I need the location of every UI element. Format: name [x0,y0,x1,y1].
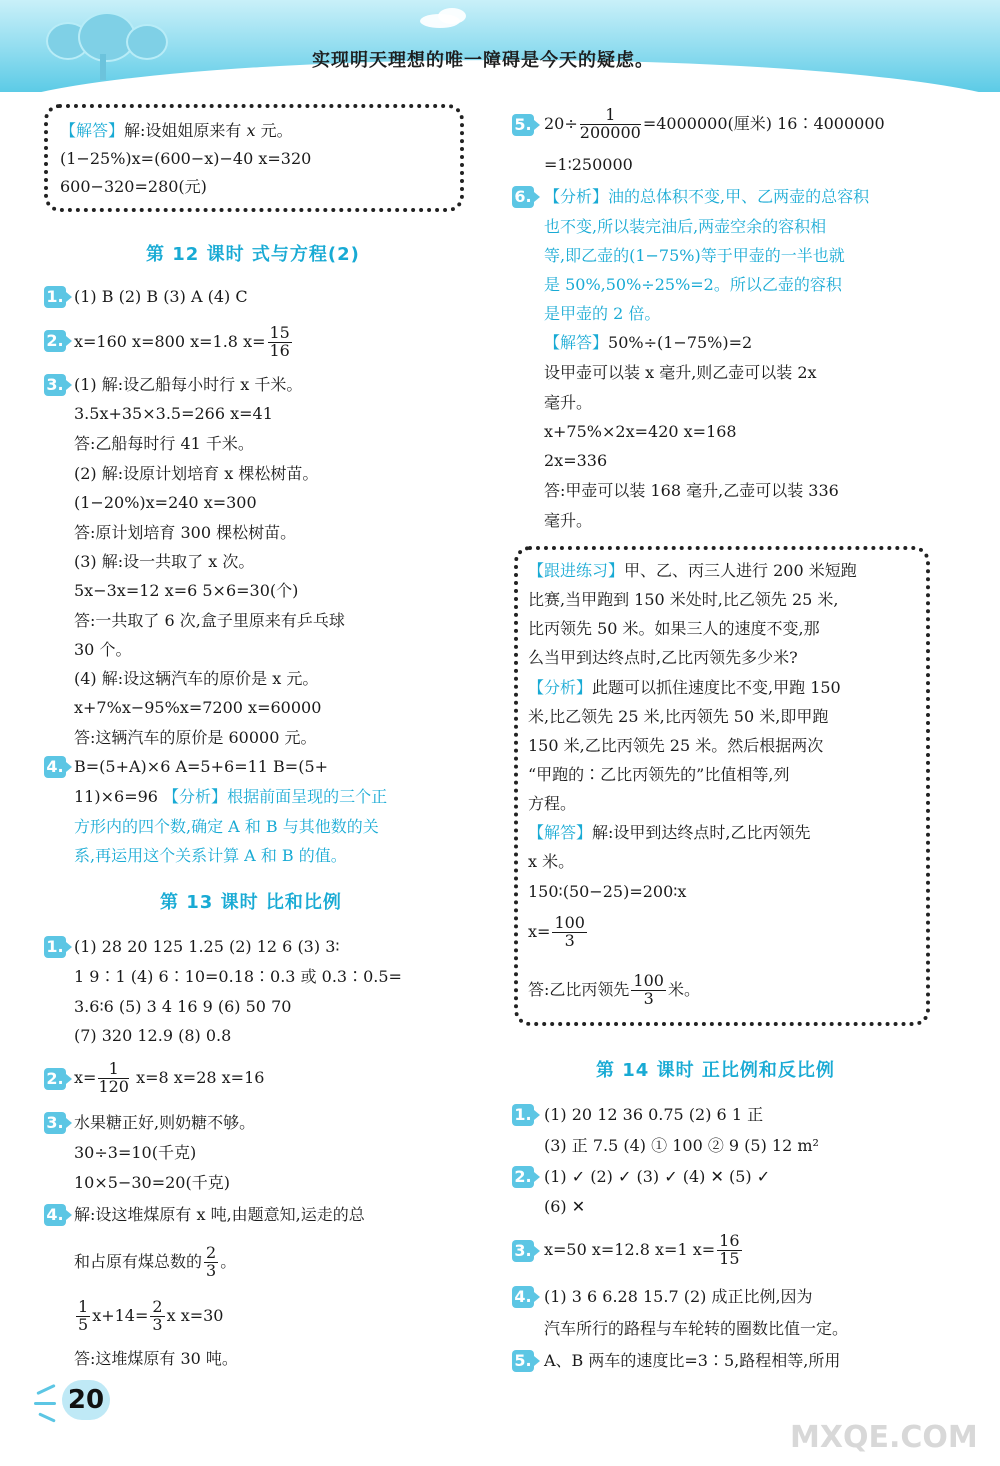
l-q3-line-3: 答:乙船每时行 41 千米。 [74,434,254,453]
l13-q4-line-4: 答:这堆煤原有 30 吨。 [74,1349,238,1368]
fraction: $\frac{16}{15}$ [719,1231,740,1268]
question-number: 2. [44,1068,66,1090]
fraction: $\frac{2}{3}$ [206,1243,217,1280]
r-q6-line-7: 设甲壶可以装 x 毫升,则乙壶可以装 2x [544,363,817,382]
question-number: 6. [512,186,534,208]
l-q3-line-12: x+7%x−95%x=7200 x=60000 [74,698,322,717]
box2-line-8: “甲跑的∶乙比丙领先的”比值相等,列 [528,765,790,784]
r-q5-line-1: 20÷ $\frac{1}{200000}$ =4000000(厘米) 16∶4000000 [544,105,885,142]
l13-q1-line-3: 3.6∶6 (5) 3 4 16 9 (6) 50 70 [74,997,292,1016]
box2-line-2: 比赛,当甲跑到 150 米处时,比乙领先 25 米, [528,590,839,609]
l-q3-line-7: (3) 解:设一共取了 x 次。 [74,552,255,571]
box1-line-3: 600−320=280(元) [60,177,207,196]
box2-line-11: x 米。 [528,852,575,871]
box2-line-9: 方程。 [528,794,577,813]
fraction: $\frac{15}{16}$ [269,323,290,360]
header-banner [0,0,1000,92]
analysis-tag: 【分析】 [163,787,228,806]
fraction: $\frac{100}{3}$ [633,971,664,1008]
l-q3-line-13: 答:这辆汽车的原价是 60000 元。 [74,728,317,747]
box2-line-3: 比丙领先 50 米。如果三人的速度不变,那 [528,619,820,638]
box2-line-1: 【跟进练习】甲、乙、丙三人进行 200 米短跑 [528,561,857,580]
page-number: 20 [62,1380,110,1420]
l13-q4-line-2: 和占原有煤总数的 $\frac{2}{3}$ 。 [74,1243,237,1280]
r-q6-line-8: 毫升。 [544,393,593,412]
page-number-decoration [36,1384,55,1395]
l-q4-line-1: B=(5+A)×6 A=5+6=11 B=(5+ [74,757,329,776]
l13-q1-line-4: (7) 320 12.9 (8) 0.8 [74,1026,232,1045]
l14-q5-line-1: A、B 两车的速度比=3∶5,路程相等,所用 [544,1351,841,1370]
box2-line-14: 答:乙比丙领先 $\frac{100}{3}$ 米。 [528,971,700,1008]
r-q6-line-1: 【分析】油的总体积不变,甲、乙两壶的总容积 [544,187,870,206]
r-q6-line-12: 毫升。 [544,511,593,530]
box2-line-5: 【分析】此题可以抓住速度比不变,甲跑 150 [528,678,841,697]
watermark-text: MXQE.COM [790,1420,978,1455]
r-q6-line-2: 也不变,所以装完油后,两壶空余的容积相 [544,217,827,236]
page-number-decoration [38,1412,56,1422]
l13-q1-line-1: (1) 28 20 125 1.25 (2) 12 6 (3) 3∶ [74,937,340,956]
box2-line-4: 么当甲到达终点时,乙比丙领先多少米? [528,648,798,667]
box2-line-7: 150 米,乙比丙领先 25 米。然后根据两次 [528,736,824,755]
l-q3-line-5: (1−20%)x=240 x=300 [74,493,257,512]
l-q3-line-4: (2) 解:设原计划培育 x 棵松树苗。 [74,464,319,483]
r-q6-line-4: 是 50%,50%÷25%=2。所以乙壶的容积 [544,275,842,294]
question-number: 4. [44,1204,66,1226]
r-q6-line-10: 2x=336 [544,451,608,470]
l14-q1-line-1: (1) 20 12 36 0.75 (2) 6 1 正 [544,1105,764,1124]
fraction: $\frac{1}{5}$ [78,1297,89,1334]
answer-tag: 【解答】 [544,333,609,352]
r-q6-line-3: 等,即乙壶的(1−75%)等于甲壶的一半也就 [544,246,845,265]
box1-line-1: 【解答】解:设姐姐原来有 x 元。 [60,121,293,140]
question-number: 1. [512,1104,534,1126]
box1-line-2: (1−25%)x=(600−x)−40 x=320 [60,149,312,168]
question-number: 1. [44,936,66,958]
question-number: 5. [512,114,534,136]
tree-trunk [100,54,106,80]
fraction: $\frac{1}{200000}$ [579,105,641,142]
l14-q2-line-2: (6) ✕ [544,1197,586,1216]
question-number: 1. [44,286,66,308]
cloud-icon [438,8,466,24]
l-q3-line-1: (1) 解:设乙船每小时行 x 千米。 [74,375,303,394]
l-q3-line-6: 答:原计划培育 300 棵松树苗。 [74,523,297,542]
question-number: 4. [44,756,66,778]
answer-tag: 【解答】 [60,121,125,140]
l-q4-line-4: 系,再运用这个关系计算 A 和 B 的值。 [74,846,347,865]
tree-icon [126,24,168,60]
l14-q3-answer: x=50 x=12.8 x=1 x= $\frac{16}{15}$ [544,1231,740,1268]
lesson-13-title: 第 13 课时 比和比例 [160,892,342,913]
fraction: $\frac{1}{120}$ [98,1059,129,1096]
r-q6-line-6: 【解答】50%÷(1−75%)=2 [544,333,753,352]
lesson-14-title: 第 14 课时 正比例和反比例 [596,1060,835,1081]
l-q1-answer: (1) B (2) B (3) A (4) C [74,287,248,306]
l14-q2-line-1: (1) ✓ (2) ✓ (3) ✓ (4) ✕ (5) ✓ [544,1167,771,1186]
l14-q4-line-2: 汽车所行的路程与车轮转的圈数比值一定。 [544,1319,849,1338]
page-number-decoration [34,1402,56,1405]
question-number: 3. [44,374,66,396]
question-number: 4. [512,1286,534,1308]
box2-line-6: 米,比乙领先 25 米,比丙领先 50 米,即甲跑 [528,707,829,726]
question-number: 2. [512,1166,534,1188]
r-q6-line-11: 答:甲壶可以装 168 毫升,乙壶可以装 336 [544,481,839,500]
l-q4-line-3: 方形内的四个数,确定 A 和 B 与其他数的关 [74,817,379,836]
l-q3-line-9: 答:一共取了 6 次,盒子里原来有乒乓球 [74,611,345,630]
question-number: 3. [44,1112,66,1134]
fraction: $\frac{100}{3}$ [554,913,585,950]
question-number: 2. [44,330,66,352]
l13-q3-line-1: 水果糖正好,则奶糖不够。 [74,1113,256,1132]
l13-q1-line-2: 1 9∶1 (4) 6∶10=0.18∶0.3 或 0.3∶0.5= [74,967,402,986]
r-q5-line-2: =1∶250000 [544,155,633,174]
analysis-tag: 【分析】 [544,187,609,206]
l-q2-answer: x=160 x=800 x=1.8 x= $\frac{15}{16}$ [74,323,290,360]
box2-line-12: 150∶(50−25)=200∶x [528,882,687,901]
question-number: 3. [512,1240,534,1262]
lesson-12-title: 第 12 课时 式与方程(2) [146,244,360,265]
follow-up-tag: 【跟进练习】 [528,561,625,580]
l14-q1-line-2: (3) 正 7.5 (4) ① 100 ② 9 (5) 12 m² [544,1136,819,1155]
box2-line-13: x= $\frac{100}{3}$ [528,913,585,950]
l13-q3-line-2: 30÷3=10(千克) [74,1143,197,1162]
fraction: $\frac{2}{3}$ [152,1297,163,1334]
l13-q3-line-3: 10×5−30=20(千克) [74,1173,230,1192]
l14-q4-line-1: (1) 3 6 6.28 15.7 (2) 成正比例,因为 [544,1287,813,1306]
l-q3-line-10: 30 个。 [74,640,132,659]
l-q3-line-11: (4) 解:设这辆汽车的原价是 x 元。 [74,669,319,688]
box2-line-10: 【解答】解:设甲到达终点时,乙比丙领先 [528,823,811,842]
l13-q4-line-3: $\frac{1}{5}$ x+14= $\frac{2}{3}$ x x=30 [78,1297,224,1334]
analysis-tag: 【分析】 [528,678,593,697]
l13-q4-line-1: 解:设这堆煤原有 x 吨,由题意知,运走的总 [74,1205,365,1224]
r-q6-line-9: x+75%×2x=420 x=168 [544,422,737,441]
l-q3-line-2: 3.5x+35×3.5=266 x=41 [74,404,273,423]
answer-tag: 【解答】 [528,823,593,842]
l-q3-line-8: 5x−3x=12 x=6 5×6=30(个) [74,581,299,600]
r-q6-line-5: 是甲壶的 2 倍。 [544,304,661,323]
header-motto: 实现明天理想的唯一障碍是今天的疑虑。 [312,50,654,71]
l-q4-line-2: 11)×6=96 【分析】根据前面呈现的三个正 [74,787,388,806]
question-number: 5. [512,1350,534,1372]
l13-q2-answer: x= $\frac{1}{120}$ x=8 x=28 x=16 [74,1059,265,1096]
